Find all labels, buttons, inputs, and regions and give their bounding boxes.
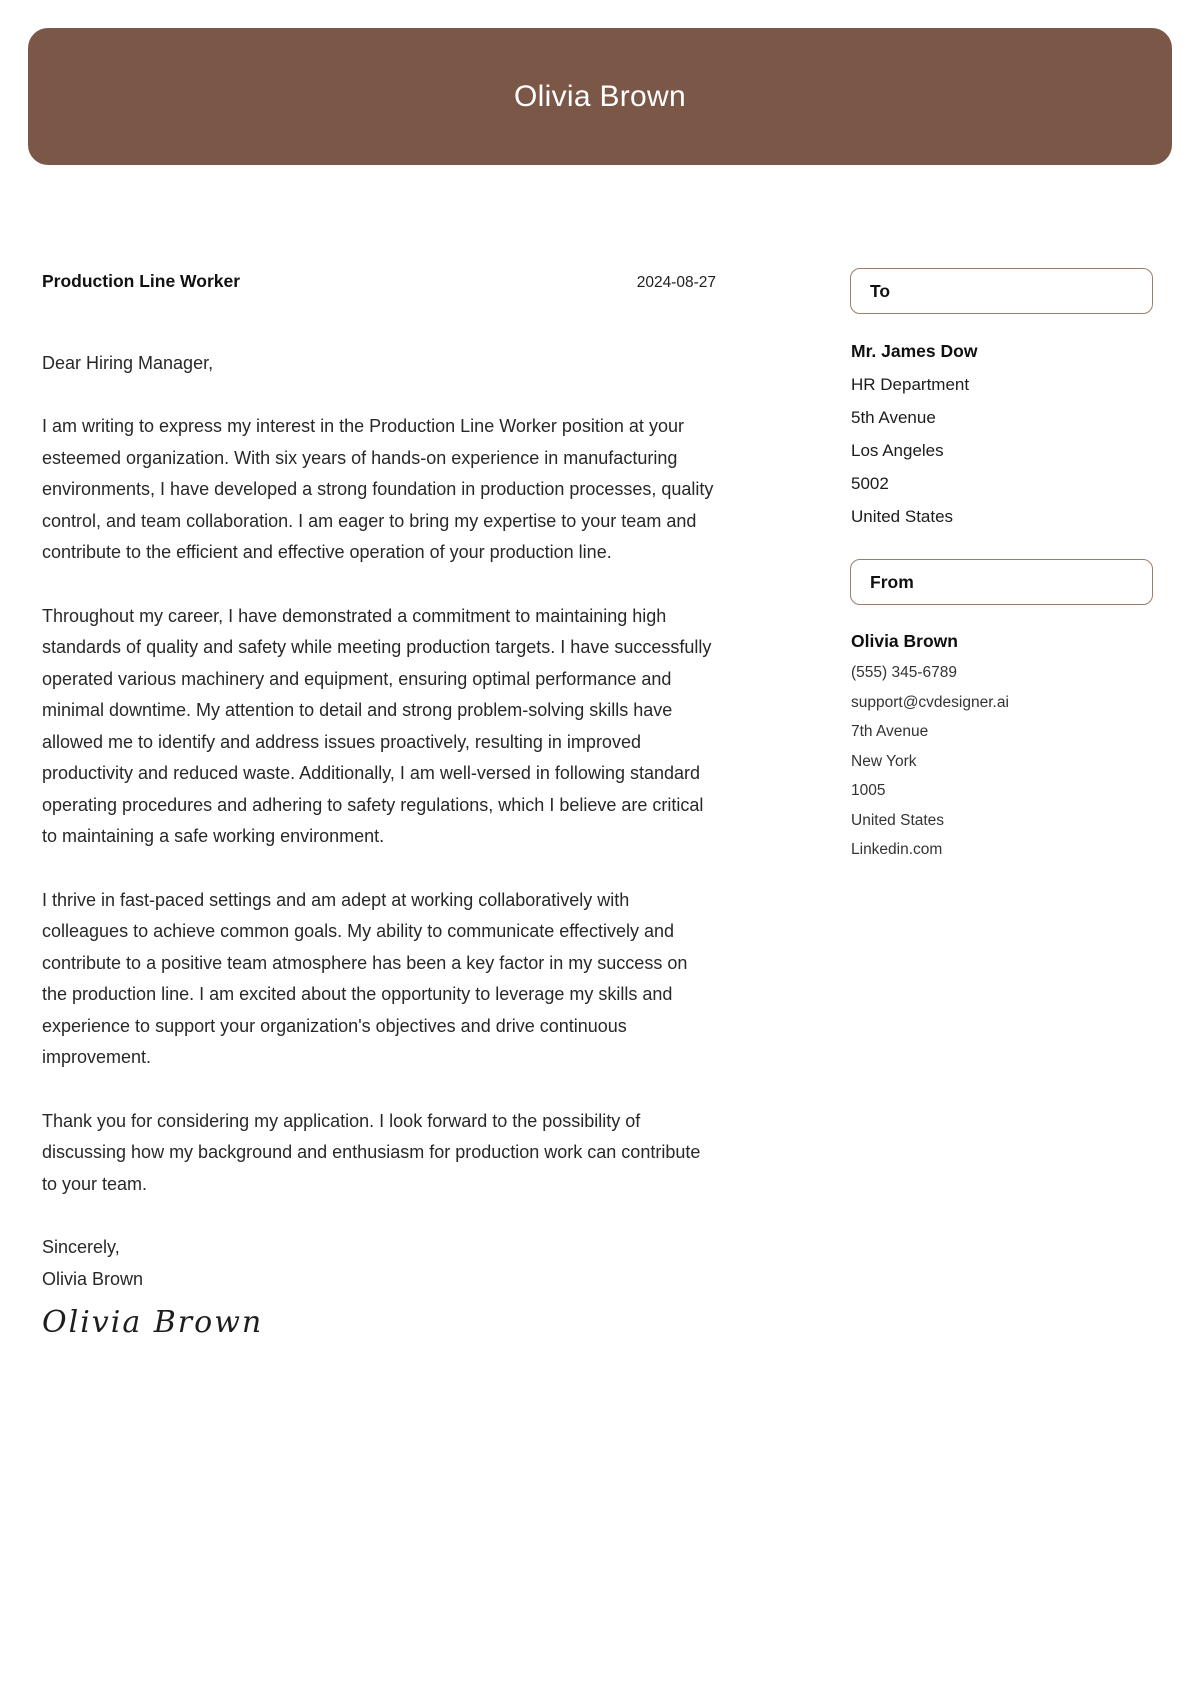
letter-paragraph-1: I am writing to express my interest in the Production Line Worker position at your esteemed organization. With six years of hands-on experience in manufacturing environments, I have developed a strong foundation in production processes, quality control, and team collaboration. I am eager to bring my expertise to your team and contribute to the efficient and effective operation of your production line.	[42, 416, 714, 562]
sender-email: support@cvdesigner.ai	[851, 693, 1009, 711]
sender-phone: (555) 345-6789	[851, 664, 957, 681]
letter-paragraph-2: Throughout my career, I have demonstrated a commitment to maintaining high standards of quality and safety while meeting production targets. I have successfully operated various machinery and equipment, ensuring optimal performance and minimal downtime. My attention to detail and strong problem-solving skills have allowed me to identify and address issues proactively, resulting in improved productivity and reduced waste. Additionally, I am well-versed in following standard operating procedures and adhering to safety regulations, which I believe are critical to maintaining a safe working environment.	[42, 605, 712, 846]
sender-zip: 1005	[851, 782, 886, 799]
job-title: Production Line Worker	[42, 271, 241, 291]
sender-address	[851, 625, 1153, 865]
to-label-box	[850, 268, 1153, 314]
sender-country: United States	[851, 811, 945, 829]
letter-body	[42, 266, 716, 1339]
recipient-address	[851, 335, 1153, 533]
recipient-city: Los Angeles	[851, 441, 944, 460]
letter-head	[42, 266, 716, 299]
sender-name: Olivia Brown	[851, 631, 958, 651]
candidate-name: Olivia Brown	[514, 79, 686, 113]
recipient-zip: 5002	[851, 474, 889, 493]
recipient-department: HR Department	[851, 375, 970, 394]
closing-word: Sincerely,	[42, 1237, 120, 1257]
to-label: To	[870, 280, 891, 301]
sender-street: 7th Avenue	[851, 723, 929, 740]
sender-city: New York	[851, 752, 917, 770]
header-banner	[28, 28, 1172, 165]
letter-paragraph-3: I thrive in fast-paced settings and am adept at working collaboratively with colleagues to achieve common goals. My ability to communicate effectively and contribute to a positive team atmosphere has been a key factor in my success on the production line. I am excited about the opportunity to leverage my skills and experience to support your organization's objectives and drive continuous improvement.	[42, 889, 688, 1067]
recipient-name: Mr. James Dow	[851, 341, 978, 361]
signature-script: Olivia Brown	[42, 1305, 264, 1340]
recipient-country: United States	[851, 507, 954, 526]
sidebar	[850, 268, 1153, 865]
recipient-street: 5th Avenue	[851, 408, 936, 427]
letter-paragraph-4: Thank you for considering my application. I look forward to the possibility of discussing how my background and enthusiasm for production work can contribute to your team.	[42, 1110, 701, 1194]
salutation: Dear Hiring Manager,	[42, 352, 214, 373]
from-label: From	[870, 571, 914, 592]
closing-name: Olivia Brown	[42, 1268, 144, 1289]
sender-linkedin: Linkedin.com	[851, 841, 943, 858]
letter-date: 2024-08-27	[636, 274, 716, 291]
from-label-box	[850, 559, 1153, 605]
closing-block	[42, 1232, 716, 1295]
